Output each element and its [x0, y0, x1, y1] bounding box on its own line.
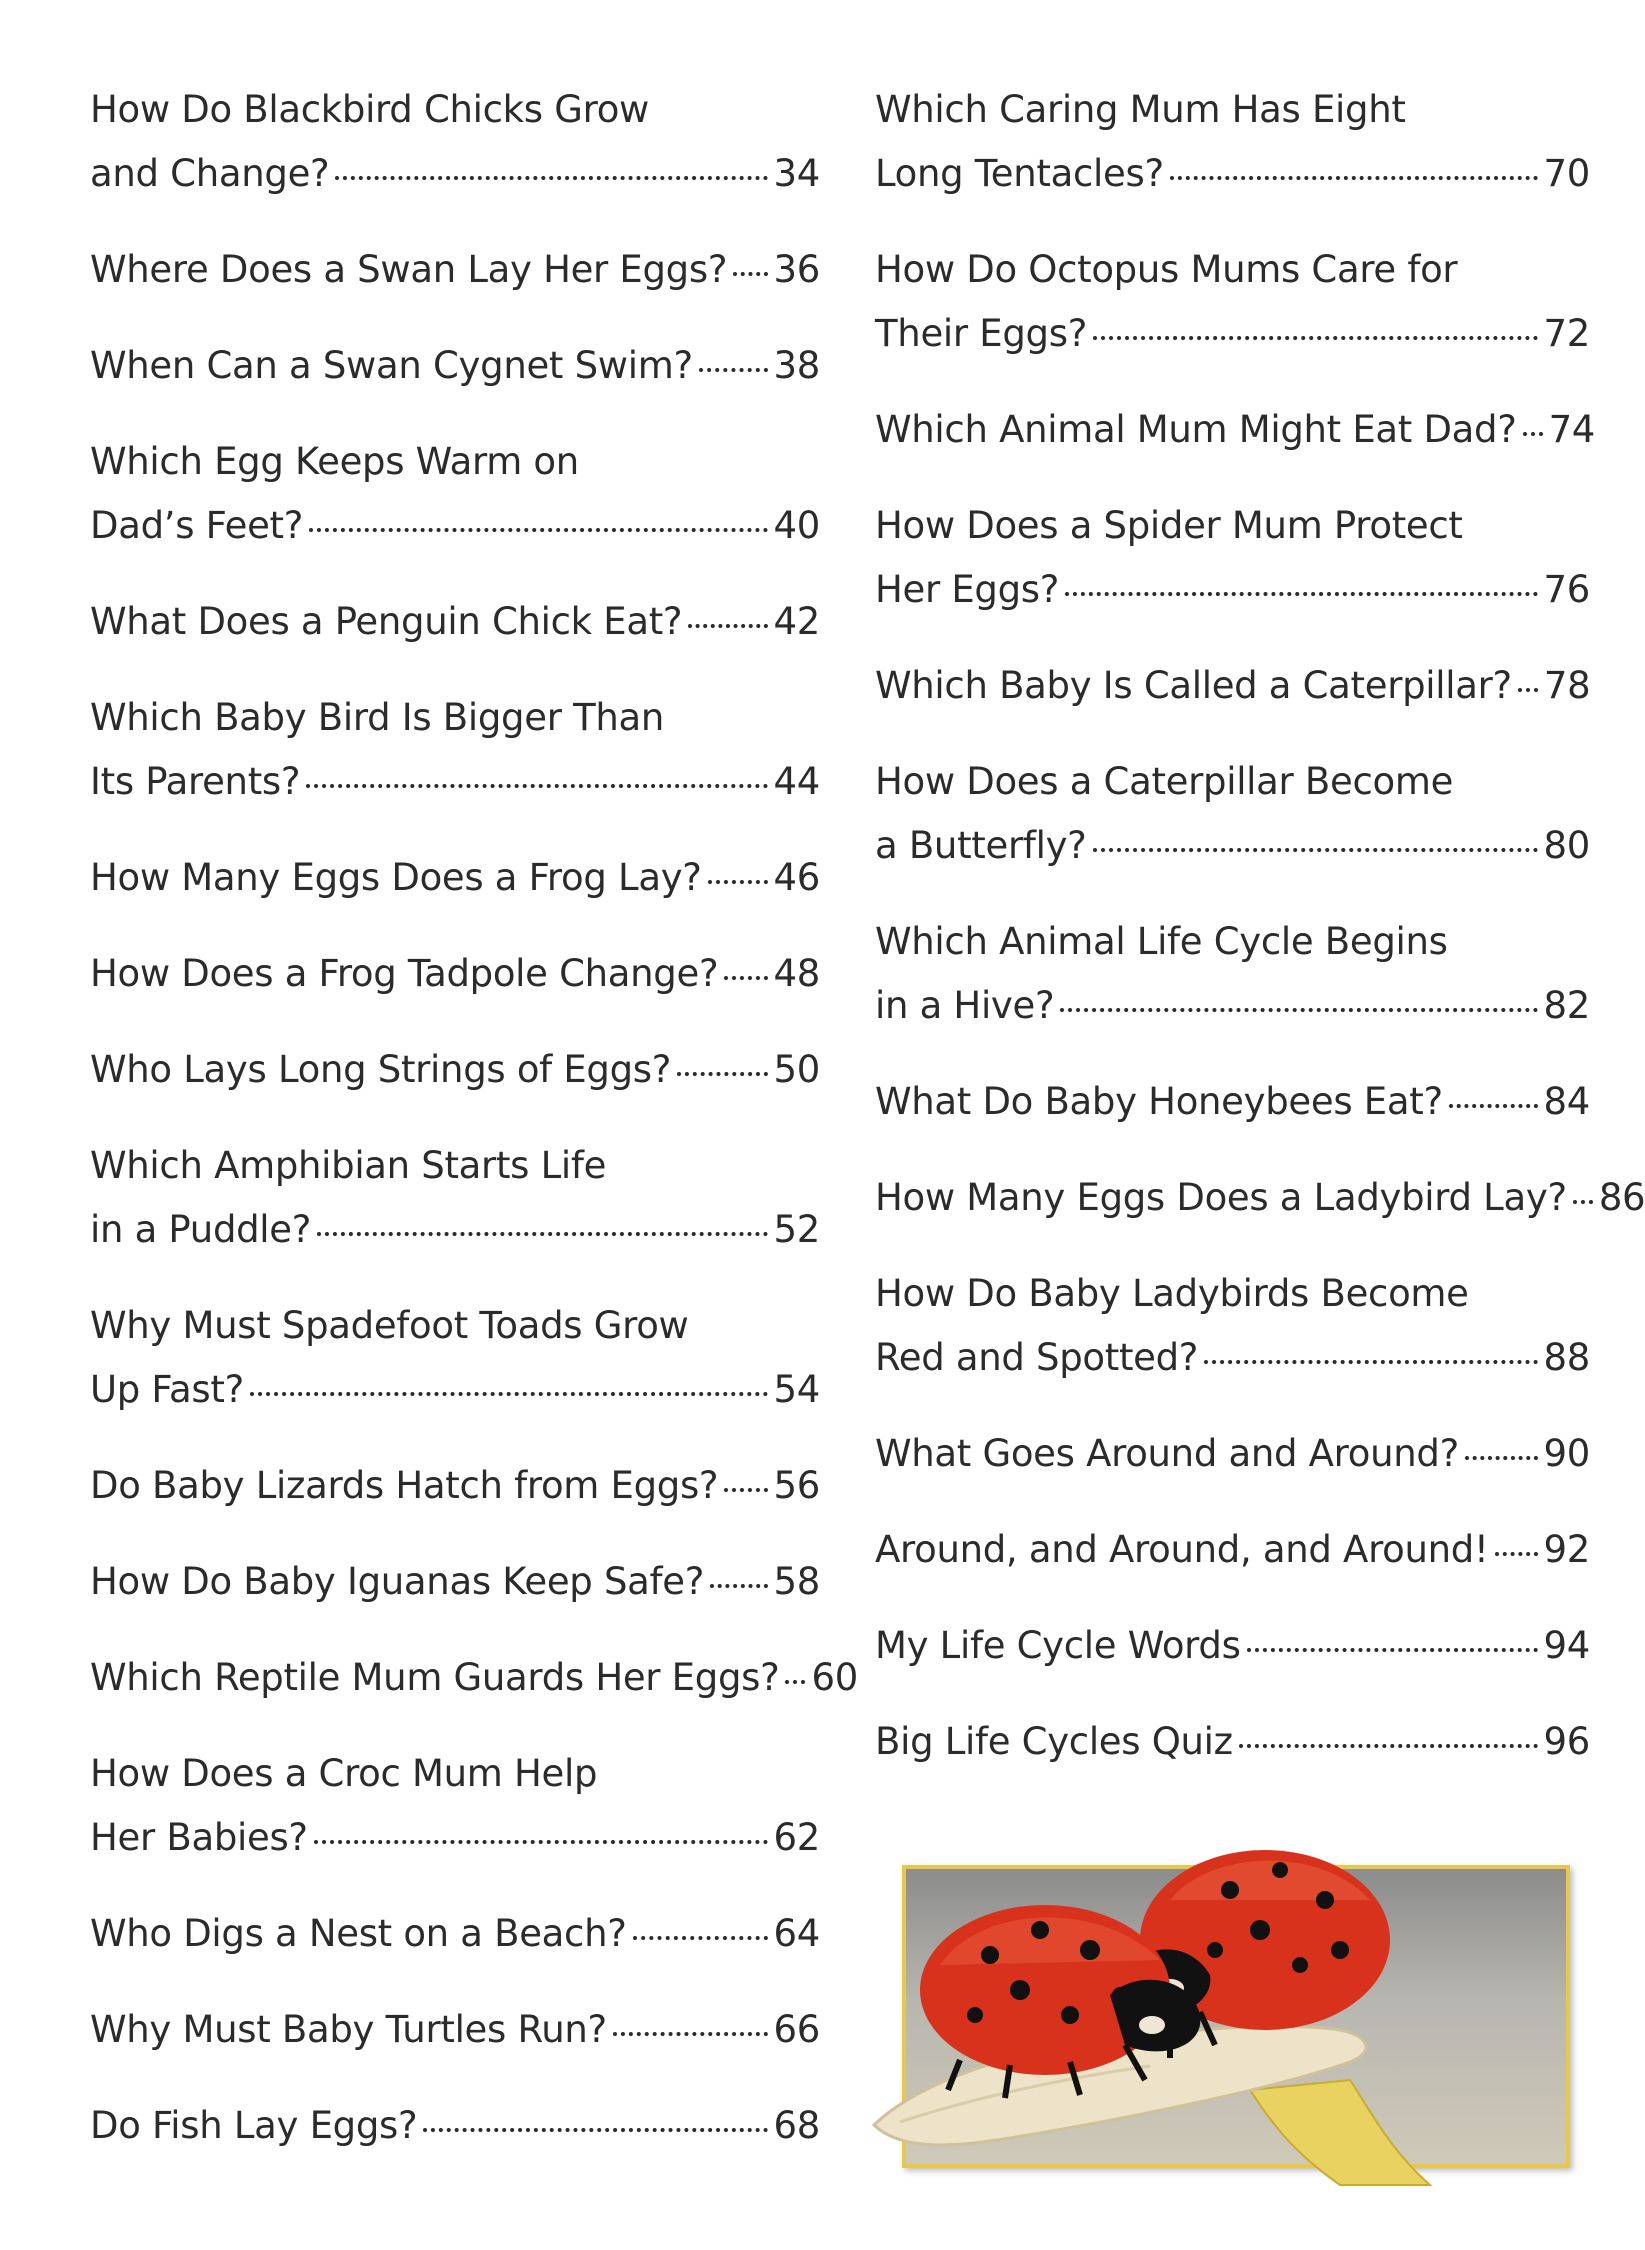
- toc-entry-title-line: Why Must Spadefoot Toads Grow: [90, 1304, 689, 1347]
- dot-leader: [733, 272, 767, 276]
- page-number: 52: [773, 1208, 820, 1251]
- toc-entry: [875, 238, 1590, 366]
- dot-leader: [1060, 1008, 1537, 1012]
- toc-entry: [90, 430, 820, 558]
- toc-entry: [875, 1422, 1590, 1486]
- page-number: 94: [1543, 1624, 1590, 1667]
- page-number: 58: [773, 1560, 820, 1603]
- toc-entry: [90, 238, 820, 302]
- page-number: 92: [1543, 1528, 1590, 1571]
- dot-leader: [1093, 336, 1537, 340]
- page-number: 96: [1543, 1720, 1590, 1763]
- toc-entry-title-line: How Many Eggs Does a Ladybird Lay?: [875, 1176, 1567, 1219]
- toc-entry-title-line: How Does a Croc Mum Help: [90, 1752, 598, 1795]
- toc-entry-title-line: in a Puddle?: [90, 1208, 312, 1251]
- toc-entry-title-line: What Does a Penguin Chick Eat?: [90, 600, 683, 643]
- toc-entry-last-line: [875, 1614, 1590, 1678]
- page-number: 70: [1543, 152, 1590, 195]
- page-number: 64: [773, 1912, 820, 1955]
- dot-leader: [724, 976, 767, 980]
- toc-entry-title-line: Why Must Baby Turtles Run?: [90, 2008, 607, 2051]
- toc-entry-title-line: a Butterfly?: [875, 824, 1087, 867]
- toc-entry-title-line: Up Fast?: [90, 1368, 244, 1411]
- dot-leader: [1239, 1744, 1538, 1748]
- toc-entry-last-line: [90, 334, 820, 398]
- toc-entry-title-line: How Does a Frog Tadpole Change?: [90, 952, 719, 995]
- toc-entry-last-line: [90, 590, 820, 654]
- page-number: 88: [1543, 1336, 1590, 1379]
- page-number: 50: [773, 1048, 820, 1091]
- toc-entry-title-line: Who Lays Long Strings of Eggs?: [90, 1048, 672, 1091]
- toc-entry: [875, 1614, 1590, 1678]
- dot-leader: [1093, 848, 1538, 852]
- toc-entry-last-line: [90, 1038, 820, 1102]
- toc-entry-last-line: [875, 1710, 1590, 1774]
- dot-leader: [710, 1584, 767, 1588]
- toc-entry-title-line: Which Baby Bird Is Bigger Than: [90, 696, 665, 739]
- toc-entry-title-line: Their Eggs?: [875, 312, 1088, 355]
- toc-entry-last-line: [875, 142, 1590, 206]
- toc-entry-last-line: [90, 1902, 820, 1966]
- toc-entry-title-line: Her Eggs?: [875, 568, 1060, 611]
- toc-entry-title-line: How Do Blackbird Chicks Grow: [90, 88, 649, 131]
- page-number: 46: [773, 856, 820, 899]
- toc-entry: [90, 1998, 820, 2062]
- toc-entry-title-line: in a Hive?: [875, 984, 1055, 1027]
- toc-entry: [90, 1294, 820, 1422]
- page-number: 86: [1598, 1176, 1645, 1219]
- dot-leader: [314, 1840, 768, 1844]
- toc-entry-last-line: [90, 1550, 820, 1614]
- toc-entry-title-line: Which Baby Is Called a Caterpillar?: [875, 664, 1512, 707]
- toc-entry-title-line: Do Baby Lizards Hatch from Eggs?: [90, 1464, 719, 1507]
- dot-leader: [309, 528, 767, 532]
- page-number: 36: [773, 248, 820, 291]
- page-number: 90: [1543, 1432, 1590, 1475]
- dot-leader: [708, 880, 768, 884]
- toc-entry-last-line: [875, 974, 1590, 1038]
- dot-leader: [724, 1488, 767, 1492]
- toc-entry-last-line: [90, 750, 820, 814]
- toc-entry-last-line: [90, 1806, 820, 1870]
- toc-entry: [875, 1070, 1590, 1134]
- toc-entry-last-line: [875, 1326, 1590, 1390]
- toc-entry-title-line: Big Life Cycles Quiz: [875, 1720, 1233, 1763]
- dot-leader: [1204, 1360, 1537, 1364]
- dot-leader: [306, 784, 767, 788]
- toc-entry-last-line: [90, 1646, 858, 1710]
- page-number: 44: [773, 760, 820, 803]
- toc-entry: [90, 1550, 820, 1614]
- toc-entry-last-line: [875, 1518, 1590, 1582]
- toc-entry: [90, 686, 820, 814]
- toc-entry-title-line: Which Animal Life Cycle Begins: [875, 920, 1448, 963]
- page-number: 54: [773, 1368, 820, 1411]
- dot-leader: [1449, 1104, 1538, 1108]
- toc-entry-last-line: [90, 1454, 820, 1518]
- page-number: 72: [1543, 312, 1590, 355]
- dot-leader: [1170, 176, 1538, 180]
- toc-entry-last-line: [90, 942, 820, 1006]
- toc-entry-title-line: How Do Baby Iguanas Keep Safe?: [90, 1560, 705, 1603]
- toc-entry: [875, 1166, 1645, 1230]
- toc-entry: [90, 1134, 820, 1262]
- toc-entry-title-line: What Do Baby Honeybees Eat?: [875, 1080, 1443, 1123]
- toc-entry-title-line: Where Does a Swan Lay Her Eggs?: [90, 248, 728, 291]
- toc-entry-title-line: How Does a Spider Mum Protect: [875, 504, 1463, 547]
- dot-leader: [688, 624, 767, 628]
- page-number: 80: [1543, 824, 1590, 867]
- toc-entry-last-line: [90, 846, 820, 910]
- toc-entry: [90, 846, 820, 910]
- toc-entry-last-line: [875, 398, 1596, 462]
- toc-entry: [875, 1262, 1590, 1390]
- toc-entry: [90, 1742, 820, 1870]
- toc-entry-title-line: Which Caring Mum Has Eight: [875, 88, 1406, 131]
- contents-left-column: [90, 78, 858, 2190]
- dot-leader: [1065, 592, 1537, 596]
- toc-entry-title-line: Around, and Around, and Around!: [875, 1528, 1489, 1571]
- toc-entry-title-line: How Many Eggs Does a Frog Lay?: [90, 856, 702, 899]
- page-number: 38: [773, 344, 820, 387]
- toc-entry: [90, 78, 820, 206]
- dot-leader: [1573, 1200, 1593, 1204]
- page-number: 60: [811, 1656, 858, 1699]
- toc-entry-title-line: Its Parents?: [90, 760, 301, 803]
- toc-entry: [90, 2094, 820, 2158]
- toc-entry: [875, 398, 1596, 462]
- toc-entry-title-line: and Change?: [90, 152, 330, 195]
- toc-entry-last-line: [875, 302, 1590, 366]
- toc-entry-title-line: My Life Cycle Words: [875, 1624, 1241, 1667]
- toc-entry-title-line: How Do Baby Ladybirds Become: [875, 1272, 1469, 1315]
- page-number: 48: [773, 952, 820, 995]
- toc-entry-last-line: [90, 1358, 820, 1422]
- toc-entry-title-line: What Goes Around and Around?: [875, 1432, 1459, 1475]
- toc-entry-last-line: [875, 1422, 1590, 1486]
- toc-entry-last-line: [90, 2094, 820, 2158]
- dot-leader: [317, 1232, 767, 1236]
- dot-leader: [1247, 1648, 1538, 1652]
- dot-leader: [613, 2032, 768, 2036]
- toc-entry: [875, 750, 1590, 878]
- toc-entry-title-line: When Can a Swan Cygnet Swim?: [90, 344, 693, 387]
- ladybirds-illustration: [870, 1790, 1570, 2190]
- dot-leader: [1518, 688, 1538, 692]
- page-number: 62: [773, 1816, 820, 1859]
- page-number: 84: [1543, 1080, 1590, 1123]
- page-number: 76: [1543, 568, 1590, 611]
- toc-entry-title-line: Do Fish Lay Eggs?: [90, 2104, 418, 2147]
- toc-entry: [875, 1518, 1590, 1582]
- page-number: 78: [1543, 664, 1591, 707]
- toc-entry-last-line: [875, 1070, 1590, 1134]
- toc-entry-title-line: How Do Octopus Mums Care for: [875, 248, 1458, 291]
- dot-leader: [1523, 432, 1543, 436]
- contents-right-column: [875, 78, 1645, 1806]
- page-number: 68: [773, 2104, 820, 2147]
- toc-entry-last-line: [90, 1998, 820, 2062]
- toc-entry: [90, 590, 820, 654]
- toc-entry-last-line: [875, 814, 1590, 878]
- toc-entry: [875, 78, 1590, 206]
- toc-entry: [875, 1710, 1590, 1774]
- toc-entry: [875, 910, 1590, 1038]
- page-number: 34: [773, 152, 820, 195]
- dot-leader: [250, 1392, 768, 1396]
- toc-entry-title-line: Which Animal Mum Might Eat Dad?: [875, 408, 1517, 451]
- page-number: 40: [773, 504, 820, 547]
- dot-leader: [699, 368, 768, 372]
- toc-entry-last-line: [90, 494, 820, 558]
- toc-entry: [90, 1454, 820, 1518]
- toc-entry-last-line: [875, 654, 1590, 718]
- page-number: 82: [1543, 984, 1590, 1027]
- toc-entry-title-line: Which Egg Keeps Warm on: [90, 440, 579, 483]
- toc-entry-title-line: Who Digs a Nest on a Beach?: [90, 1912, 627, 1955]
- dot-leader: [1465, 1456, 1538, 1460]
- dot-leader: [423, 2128, 767, 2132]
- toc-entry-title-line: How Does a Caterpillar Become: [875, 760, 1454, 803]
- toc-entry-last-line: [875, 1166, 1645, 1230]
- toc-entry: [875, 494, 1590, 622]
- toc-entry: [90, 1646, 858, 1710]
- toc-entry-title-line: Her Babies?: [90, 1816, 308, 1859]
- page-number: 42: [773, 600, 820, 643]
- dot-leader: [1495, 1552, 1538, 1556]
- toc-entry-title-line: Which Reptile Mum Guards Her Eggs?: [90, 1656, 780, 1699]
- toc-entry-last-line: [875, 558, 1590, 622]
- toc-entry: [90, 1902, 820, 1966]
- ladybirds-photo-icon: [870, 1790, 1570, 2190]
- toc-entry-title-line: Long Tentacles?: [875, 152, 1164, 195]
- dot-leader: [633, 1936, 768, 1940]
- toc-entry-title-line: Dad’s Feet?: [90, 504, 304, 547]
- toc-entry-title-line: Red and Spotted?: [875, 1336, 1199, 1379]
- toc-entry-title-line: Which Amphibian Starts Life: [90, 1144, 607, 1187]
- toc-entry-last-line: [90, 238, 820, 302]
- dot-leader: [785, 1680, 805, 1684]
- dot-leader: [335, 176, 767, 180]
- toc-entry: [90, 1038, 820, 1102]
- toc-entry-last-line: [90, 142, 820, 206]
- page-number: 56: [773, 1464, 820, 1507]
- toc-entry-last-line: [90, 1198, 820, 1262]
- toc-entry: [90, 942, 820, 1006]
- toc-entry: [90, 334, 820, 398]
- toc-entry: [875, 654, 1590, 718]
- dot-leader: [677, 1072, 767, 1076]
- page-number: 66: [773, 2008, 820, 2051]
- page-number: 74: [1548, 408, 1596, 451]
